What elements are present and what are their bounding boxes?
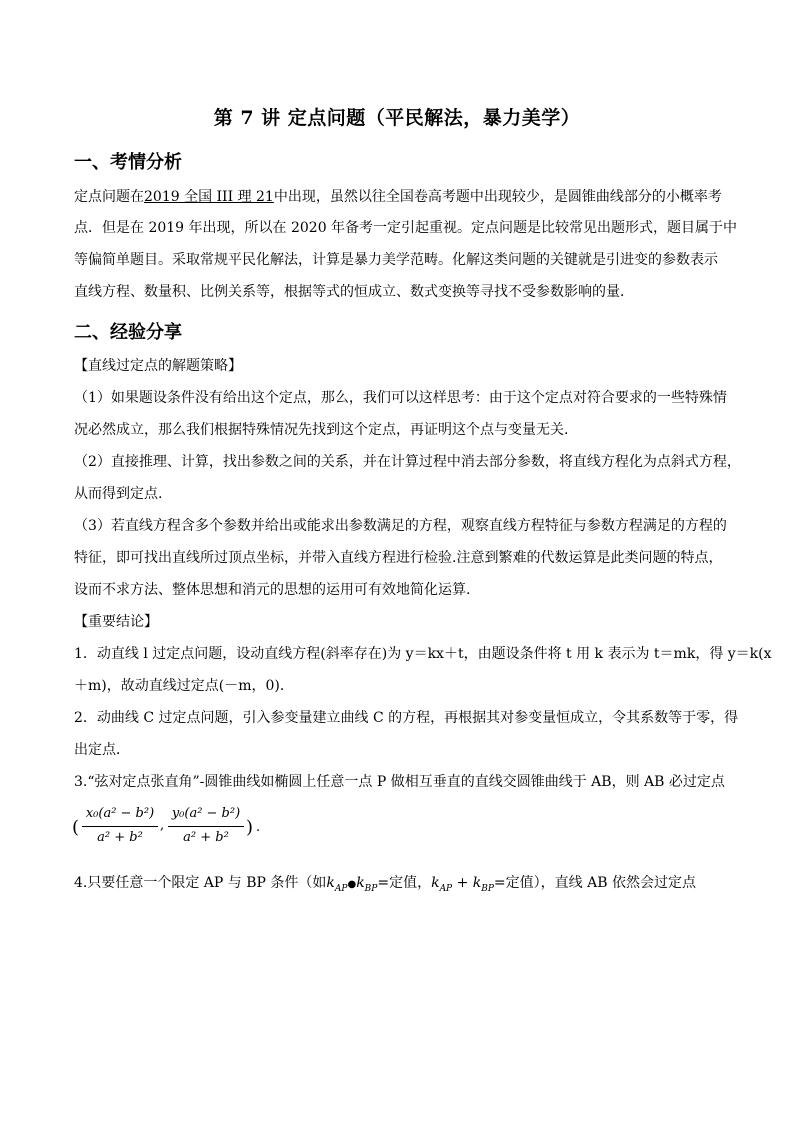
analysis-text: 定点问题在 [74,189,144,205]
fixed-point-formula: ( x₀(a² − b²) a² + b² , y₀(a² − b²) a² + b² ) . [72,806,261,845]
exam-reference-link[interactable]: 2019 全国 III 理 21 [144,189,274,205]
strategy-2-line-1: （2）直接推理、计算，找出参数之间的关系，并在计算过程中消去部分参数，将直线方程化为点斜式方程， [74,454,741,470]
analysis-line-3: 等偏简单题目。采取常规平民化解法，计算是暴力美学范畴。化解这类问题的关键就是引进变的参数表示 [74,252,718,268]
section-heading-experience: 二、经验分享 [74,322,182,343]
formula-numerator-x: x₀(a² − b²) [85,806,155,821]
analysis-text: 中出现，虽然以往全国卷高考题中出现较少，是圆锥曲线部分的小概率考 [273,189,722,205]
strategy-3-line-3: 设而不求方法、整体思想和消元的思想的运用可有效地简化运算. [74,582,471,598]
analysis-line-4: 直线方程、数量积、比例关系等，根据等式的恒成立、数式变换等寻找不受参数影响的量． [74,284,634,300]
conclusion-2-line-2: 出定点． [74,742,130,758]
strategy-title: 【直线过定点的解题策略】 [74,358,242,374]
conclusion-4-text: 4.只要任意一个限定 AP 与 BP 条件（如 [74,875,327,891]
formula-denominator-x: a² + b² [97,830,143,845]
formula-denominator-y: a² + b² [183,830,229,845]
conclusion-title: 【重要结论】 [74,614,158,630]
conclusion-3-line-1: 3.“弦对定点张直角”-圆锥曲线如椭圆上任意一点 P 做相互垂直的直线交圆锥曲线于 AB，则 AB 必过定点 [74,774,725,790]
strategy-1-line-2: 况必然成立，那么我们根据特殊情况先找到这个定点，再证明这个点与变量无关. [74,422,569,438]
page-title: 第 7 讲 定点问题（平民解法，暴力美学） [213,107,581,129]
conclusion-1-line-2: ＋m)，故动直线过定点(－m，0)． [74,678,294,694]
analysis-line-2: 点．但是在 2019 年出现，所以在 2020 年备考一定引起重视。定点问题是比较常见出题形式，题目属于中 [74,220,738,236]
strategy-3-line-1: （3）若直线方程含多个参数并给出或能求出参数满足的方程，观察直线方程特征与参数方程满足的方程的 [74,518,727,534]
conclusion-1-line-1: 1．动直线 l 过定点问题，设动直线方程(斜率存在)为 y＝kx＋t，由题设条件将 t 用 k 表示为 t＝mk，得 y＝k(x [74,646,772,662]
section-heading-analysis: 一、考情分析 [74,152,182,173]
conclusion-4-line-1: 4.只要任意一个限定 AP 与 BP 条件（如$k_{AP}●k_{BP}=$定值，$k_{AP} + k_{BP}=$定值），直线 AB 依然会过定点 [74,875,696,894]
conclusion-2-line-1: 2．动曲线 C 过定点问题，引入参变量建立曲线 C 的方程，再根据其对参变量恒成立，令其系数等于零，得 [74,710,739,726]
strategy-1-line-1: （1）如果题设条件没有给出这个定点，那么，我们可以这样思考：由于这个定点对符合要求的一些特殊情 [74,390,727,406]
formula-numerator-y: y₀(a² − b²) [171,806,241,821]
strategy-2-line-2: 从而得到定点. [74,486,163,502]
strategy-3-line-2: 特征，即可找出直线所过顶点坐标，并带入直线方程进行检验.注意到繁难的代数运算是此类问题的特点， [74,550,723,566]
analysis-line-1 [74,186,722,206]
